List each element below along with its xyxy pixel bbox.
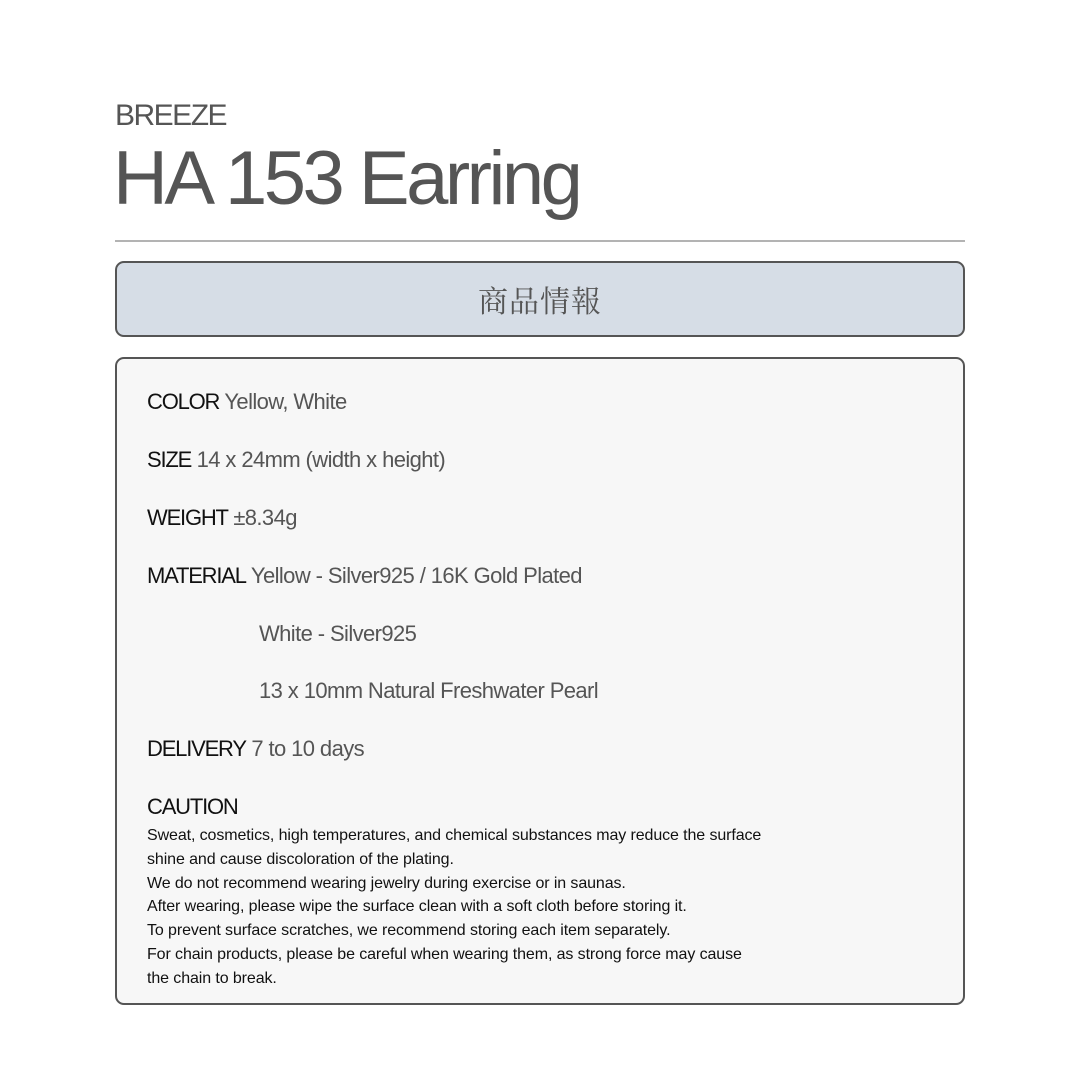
spec-label-delivery: DELIVERY	[147, 736, 246, 761]
spec-value-material-2: White - Silver925	[259, 621, 417, 646]
spec-value-weight: ±8.34g	[233, 505, 297, 530]
spec-label-color: COLOR	[147, 389, 220, 414]
spec-value-delivery: 7 to 10 days	[251, 736, 365, 761]
spec-value-color: Yellow, White	[224, 389, 347, 414]
spec-row-delivery	[147, 735, 364, 763]
product-info-header	[115, 261, 965, 337]
caution-line: shine and cause discoloration of the plating.	[147, 850, 454, 868]
spec-label-size: SIZE	[147, 447, 192, 472]
product-info-title: 商品情報	[478, 285, 602, 320]
spec-row-weight	[147, 504, 297, 532]
caution-heading: CAUTION	[147, 794, 238, 819]
brand-name: BREEZE	[115, 99, 227, 132]
title-divider	[115, 240, 965, 242]
spec-row-size	[147, 446, 445, 474]
spec-label-material: MATERIAL	[147, 563, 246, 588]
spec-value-size: 14 x 24mm (width x height)	[196, 447, 446, 472]
caution-line: the chain to break.	[147, 969, 277, 987]
product-title: HA 153 Earring	[113, 136, 580, 221]
caution-text	[147, 824, 761, 991]
caution-heading-row	[147, 793, 238, 821]
spec-row-material-2	[259, 620, 416, 648]
caution-line: For chain products, please be careful when wearing them, as strong force may cause	[147, 945, 742, 963]
spec-value-material-3: 13 x 10mm Natural Freshwater Pearl	[259, 678, 599, 703]
spec-row-color	[147, 388, 347, 416]
caution-line: Sweat, cosmetics, high temperatures, and chemical substances may reduce the surface	[147, 827, 762, 844]
spec-row-material-3	[259, 677, 598, 705]
product-info-panel	[115, 357, 965, 1005]
spec-row-material	[147, 562, 582, 590]
spec-label-weight: WEIGHT	[147, 505, 228, 530]
caution-line: To prevent surface scratches, we recommend storing each item separately.	[147, 922, 671, 940]
caution-line: We do not recommend wearing jewelry during exercise or in saunas.	[147, 874, 626, 892]
caution-line: After wearing, please wipe the surface clean with a soft cloth before storing it.	[147, 898, 687, 916]
spec-value-material-1: Yellow - Silver925 / 16K Gold Plated	[250, 563, 582, 588]
